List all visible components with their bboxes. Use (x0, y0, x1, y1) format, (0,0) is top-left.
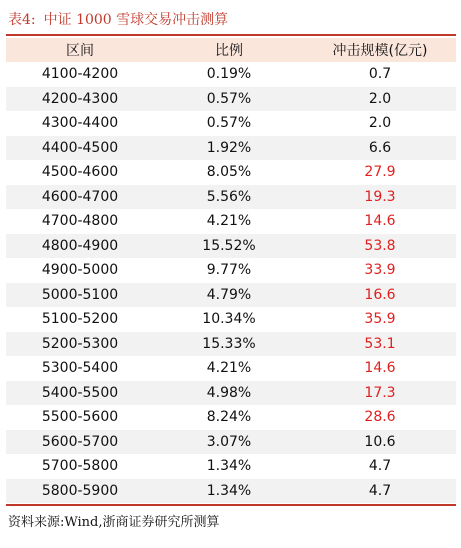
table-row (6, 454, 456, 479)
cell-impact: 14.6 (364, 213, 396, 230)
table-row (6, 87, 456, 112)
source-note: 资料来源:Wind,浙商证券研究所测算 (8, 515, 220, 530)
cell-impact: 4.7 (368, 458, 392, 475)
table-row (6, 234, 456, 259)
cell-impact: 35.9 (364, 311, 396, 328)
cell-range: 5800-5900 (41, 482, 119, 499)
cell-range: 4400-4500 (41, 139, 119, 156)
cell-impact: 4.7 (368, 482, 392, 499)
cell-impact: 16.6 (364, 286, 396, 303)
cell-impact: 2.0 (368, 115, 392, 132)
cell-ratio: 4.21% (206, 213, 252, 230)
table-row (6, 283, 456, 308)
table-row (6, 160, 456, 185)
cell-ratio: 5.56% (206, 188, 252, 205)
cell-range: 5300-5400 (41, 360, 119, 377)
table-row (6, 258, 456, 283)
cell-ratio: 1.34% (206, 482, 252, 499)
table-row (6, 62, 456, 87)
cell-range: 5200-5300 (41, 335, 119, 352)
cell-ratio: 15.52% (202, 237, 256, 254)
table-row (6, 185, 456, 210)
cell-range: 4700-4800 (41, 213, 119, 230)
cell-range: 4900-5000 (41, 262, 119, 279)
table-row (6, 430, 456, 455)
cell-ratio: 3.07% (206, 433, 252, 450)
cell-ratio: 4.79% (206, 286, 252, 303)
cell-range: 4200-4300 (41, 90, 119, 107)
cell-range: 4100-4200 (41, 66, 119, 83)
cell-range: 4300-4400 (41, 115, 119, 132)
table-row (6, 356, 456, 381)
table-header-row (6, 38, 456, 62)
table-row (6, 381, 456, 406)
cell-impact: 6.6 (368, 139, 392, 156)
cell-ratio: 15.33% (202, 335, 256, 352)
cell-ratio: 9.77% (206, 262, 252, 279)
cell-range: 5100-5200 (41, 311, 119, 328)
cell-ratio: 0.57% (206, 115, 252, 132)
table-body (6, 62, 456, 503)
cell-range: 5700-5800 (41, 458, 119, 475)
cell-impact: 2.0 (368, 90, 392, 107)
cell-ratio: 4.98% (206, 384, 252, 401)
cell-ratio: 0.19% (206, 66, 252, 83)
cell-range: 5400-5500 (41, 384, 119, 401)
cell-ratio: 8.24% (206, 409, 252, 426)
table-row (6, 405, 456, 430)
cell-impact: 14.6 (364, 360, 396, 377)
header-impact: 冲击规模(亿元) (332, 43, 428, 59)
cell-impact: 33.9 (364, 262, 396, 279)
cell-impact: 10.6 (364, 433, 396, 450)
bottom-rule (6, 504, 456, 506)
cell-ratio: 8.05% (206, 164, 252, 181)
cell-impact: 0.7 (368, 66, 392, 83)
cell-impact: 28.6 (364, 409, 396, 426)
cell-range: 5600-5700 (41, 433, 119, 450)
table-row (6, 307, 456, 332)
impact-table (6, 38, 456, 503)
table-row (6, 479, 456, 504)
cell-range: 4500-4600 (41, 164, 119, 181)
header-ratio: 比例 (215, 43, 243, 59)
cell-ratio: 1.34% (206, 458, 252, 475)
header-range: 区间 (66, 43, 94, 59)
table-number: 表4: (8, 12, 36, 28)
cell-impact: 27.9 (364, 164, 396, 181)
table-caption (8, 8, 228, 30)
cell-range: 5000-5100 (41, 286, 119, 303)
cell-ratio: 10.34% (202, 311, 256, 328)
cell-range: 4800-4900 (41, 237, 119, 254)
cell-range: 5500-5600 (41, 409, 119, 426)
table-row (6, 136, 456, 161)
table-row (6, 332, 456, 357)
table-title: 中证 1000 雪球交易冲击测算 (43, 12, 229, 28)
cell-impact: 17.3 (364, 384, 396, 401)
cell-impact: 53.8 (364, 237, 396, 254)
top-rule (6, 34, 456, 36)
cell-range: 4600-4700 (41, 188, 119, 205)
cell-impact: 53.1 (364, 335, 396, 352)
cell-impact: 19.3 (364, 188, 396, 205)
table-row (6, 209, 456, 234)
cell-ratio: 1.92% (206, 139, 252, 156)
cell-ratio: 0.57% (206, 90, 252, 107)
cell-ratio: 4.21% (206, 360, 252, 377)
table-row (6, 111, 456, 136)
